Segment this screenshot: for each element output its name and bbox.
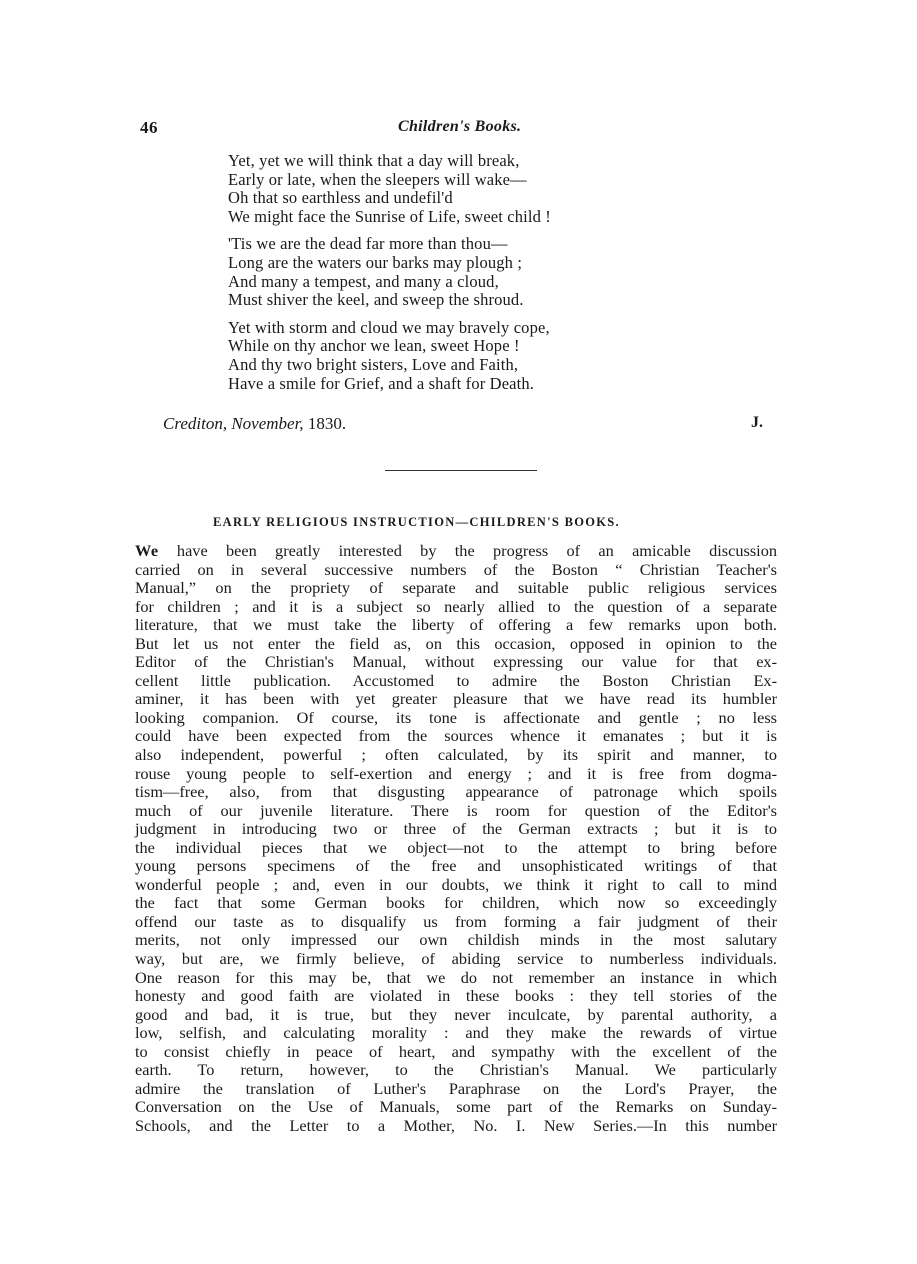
body-line: the fact that some German books for children, which now so exceedingly (135, 893, 777, 913)
article-body (135, 542, 777, 1136)
body-line: Editor of the Christian's Manual, without expressing our value for that ex- (135, 652, 777, 672)
body-line: much of our juvenile literature. There is room for question of the Editor's (135, 800, 777, 820)
body-line: the individual pieces that we object—not to the attempt to bring before (135, 837, 777, 857)
body-line: admire the translation of Luther's Paraphrase on the Lord's Prayer, the (135, 1078, 777, 1098)
body-line: honesty and good faith are violated in these books : they tell stories of the (135, 986, 777, 1006)
verse-line: Yet with storm and cloud we may bravely cope, (228, 317, 550, 337)
body-line: also independent, powerful ; often calculated, by its spirit and manner, to (135, 745, 777, 765)
first-body-line (135, 542, 777, 561)
verse-line: Have a smile for Grief, and a shaft for Death. (228, 373, 535, 393)
body-lines (135, 561, 777, 1136)
body-line: could have been expected from the sources whence it emanates ; but it is (135, 726, 777, 746)
verse-line: We might face the Sunrise of Life, sweet child ! (228, 206, 551, 226)
body-line: cellent little publication. Accustomed to admire the Boston Christian Ex- (135, 670, 777, 690)
body-line: earth. To return, however, to the Christian's Manual. We particularly (135, 1060, 777, 1080)
body-line: judgment in introducing two or three of the German extracts ; but it is to (135, 819, 777, 839)
body-line: way, but are, we firmly believe, of abiding service to numberless individuals. (135, 949, 777, 969)
verse-line: Must shiver the keel, and sweep the shroud. (228, 290, 524, 310)
signature-place-date: Crediton, November, (163, 414, 304, 433)
verse-line: And thy two bright sisters, Love and Faith, (228, 354, 519, 374)
opening-word: We (135, 541, 159, 560)
signature-initial: J. (751, 414, 763, 431)
poem (228, 152, 668, 402)
body-line: low, selfish, and calculating morality : and they make the rewards of virtue (135, 1023, 777, 1043)
body-line: aminer, it has been with yet greater pleasure that we have read its humbler (135, 689, 777, 709)
body-line: merits, not only impressed our own childish minds in the most salutary (135, 930, 777, 950)
body-line: to consist chiefly in peace of heart, and sympathy with the excellent of the (135, 1041, 777, 1061)
body-line: tism—free, also, from that disgusting appearance of patronage which spoils (135, 782, 777, 802)
verse-line: Long are the waters our barks may plough ; (228, 252, 523, 272)
running-title: Children's Books. (398, 118, 522, 135)
body-line: Conversation on the Use of Manuals, some part of the Remarks on Sunday- (135, 1097, 777, 1117)
verse-line: Yet, yet we will think that a day will break, (228, 151, 520, 170)
verse-line: Early or late, when the sleepers will wake— (228, 169, 527, 189)
body-line: One reason for this may be, that we do not remember an instance in which (135, 967, 777, 987)
section-divider (385, 470, 537, 471)
page-number: 46 (140, 118, 158, 137)
body-line: wonderful people ; and, even in our doubts, we think it right to call to mind (135, 874, 777, 894)
body-line: Manual,” on the propriety of separate and suitable public religious services (135, 578, 777, 598)
stanza (228, 319, 668, 393)
body-line: good and bad, it is true, but they never inculcate, by parental authority, a (135, 1004, 777, 1024)
body-line: Schools, and the Letter to a Mother, No. I. New Series.—In this number (135, 1115, 777, 1135)
verse-line: Oh that so earthless and undefil'd (228, 188, 453, 208)
stanza (228, 152, 668, 226)
stanza (228, 235, 668, 309)
body-line: literature, that we must take the liberty of offering a few remarks upon both. (135, 615, 777, 635)
body-line: rouse young people to self-exertion and energy ; and it is free from dogma- (135, 763, 777, 783)
article-title: EARLY RELIGIOUS INSTRUCTION—CHILDREN'S BOOKS. (213, 515, 620, 529)
body-line: carried on in several successive numbers of the Boston “ Christian Teacher's (135, 559, 777, 579)
first-line-text: have been greatly interested by the progress of an amicable discussion (158, 541, 777, 560)
signature-year: 1830. (307, 414, 347, 433)
body-line: But let us not enter the field as, on this occasion, opposed in opinion to the (135, 633, 777, 653)
verse-line: While on thy anchor we lean, sweet Hope ! (228, 336, 520, 356)
verse-line: 'Tis we are the dead far more than thou— (228, 234, 508, 254)
page-header (0, 118, 917, 140)
body-line: young persons specimens of the free and unsophisticated writings of that (135, 856, 777, 876)
body-line: looking companion. Of course, its tone is affectionate and gentle ; no less (135, 707, 777, 727)
body-line: for children ; and it is a subject so nearly allied to the question of a separate (135, 596, 777, 616)
verse-line: And many a tempest, and many a cloud, (228, 271, 499, 291)
body-line: offend our taste as to disqualify us from forming a fair judgment of their (135, 911, 777, 931)
poem-signature (163, 414, 763, 436)
